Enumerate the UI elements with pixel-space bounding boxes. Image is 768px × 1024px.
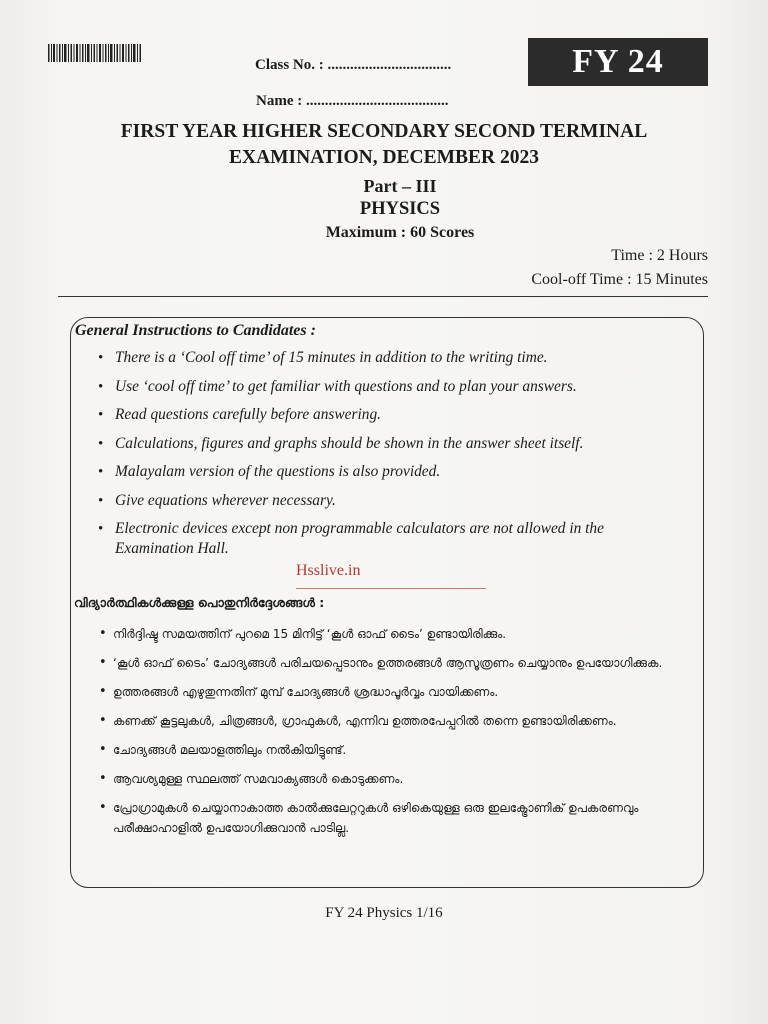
- malayalam-instructions-title: വിദ്യാർത്ഥികൾക്കുള്ള പൊതുനിർദ്ദേശങ്ങൾ :: [74, 595, 325, 610]
- instruction-item: • Use ‘cool off time’ to get familiar with questions and to plan your answers.: [96, 377, 686, 397]
- english-instructions-list: [96, 348, 686, 568]
- name-field: Name : ......................................: [256, 93, 449, 109]
- watermark-underline: [296, 588, 486, 589]
- instruction-item: • Malayalam version of the questions is also provided.: [96, 462, 686, 482]
- page-footer: FY 24 Physics 1/16: [325, 905, 443, 921]
- malayalam-instruction-item: • ആവശ്യമുള്ള സ്ഥലത്ത് സമവാക്യങ്ങൾ കൊടുക്കണം.: [98, 769, 698, 789]
- exam-title-line1: FIRST YEAR HIGHER SECONDARY SECOND TERMINAL: [120, 121, 648, 142]
- malayalam-instruction-item: • ‘കൂൾ ഓഫ് ടൈം’ ചോദ്യങ്ങൾ പരിചയപ്പെടാനും ഉത്തരങ്ങൾ ആസൂത്രണം ചെയ്യാനും ഉപയോഗിക്കുക.: [98, 653, 698, 673]
- instructions-title: General Instructions to Candidates :: [75, 322, 316, 339]
- cooloff-time: Cool-off Time : 15 Minutes: [531, 271, 708, 288]
- malayalam-instruction-item: • നിർദ്ദിഷ്ട സമയത്തിന് പുറമെ 15 മിനിട്ട് ‘കൂൾ ഓഫ് ടൈം’ ഉണ്ടായിരിക്കും.: [98, 624, 698, 644]
- paper-code-badge: FY 24: [528, 38, 708, 86]
- exam-title-line2: EXAMINATION, DECEMBER 2023: [228, 147, 540, 168]
- instruction-item: • Electronic devices except non programmable calculators are not allowed in the Examination Hall.: [96, 519, 686, 559]
- malayalam-instruction-item: • ഉത്തരങ്ങൾ എഴുതുന്നതിന് മുമ്പ് ചോദ്യങ്ങൾ ശ്രദ്ധാപൂർവ്വം വായിക്കണം.: [98, 682, 698, 702]
- time-duration: Time : 2 Hours: [611, 247, 708, 264]
- instruction-item: • Give equations wherever necessary.: [96, 491, 686, 511]
- class-no-field: Class No. : .................................: [255, 57, 452, 73]
- malayalam-instruction-item: • ചോദ്യങ്ങൾ മലയാളത്തിലും നൽകിയിട്ടുണ്ട്.: [98, 740, 698, 760]
- malayalam-instructions-list: [98, 624, 698, 847]
- instruction-item: • There is a ‘Cool off time’ of 15 minutes in addition to the writing time.: [96, 348, 686, 368]
- malayalam-instruction-item: • കണക്ക് കൂട്ടലുകൾ, ചിത്രങ്ങൾ, ഗ്രാഫുകൾ, എന്നിവ ഉത്തരപേപ്പറിൽ തന്നെ ഉണ്ടായിരിക്കണം.: [98, 711, 698, 731]
- watermark-text: Hsslive.in: [296, 562, 361, 579]
- instruction-item: • Calculations, figures and graphs should be shown in the answer sheet itself.: [96, 434, 686, 454]
- exam-subject: PHYSICS: [359, 199, 441, 219]
- malayalam-instruction-item: • പ്രോഗ്രാമുകൾ ചെയ്യാനാകാത്ത കാൽക്കുലേറ്ററുകൾ ഒഴികെയുള്ള ഒരു ഇലക്ട്രോണിക് ഉപകരണവും പരീക്ഷാഹാളിൽ ഉപയോഗിക്കുവാൻ പാടില്ല.: [98, 798, 698, 838]
- header-divider: [58, 296, 708, 297]
- barcode-icon: [48, 44, 141, 62]
- instruction-item: • Read questions carefully before answering.: [96, 405, 686, 425]
- max-score: Maximum : 60 Scores: [325, 224, 475, 241]
- exam-part: Part – III: [363, 176, 437, 196]
